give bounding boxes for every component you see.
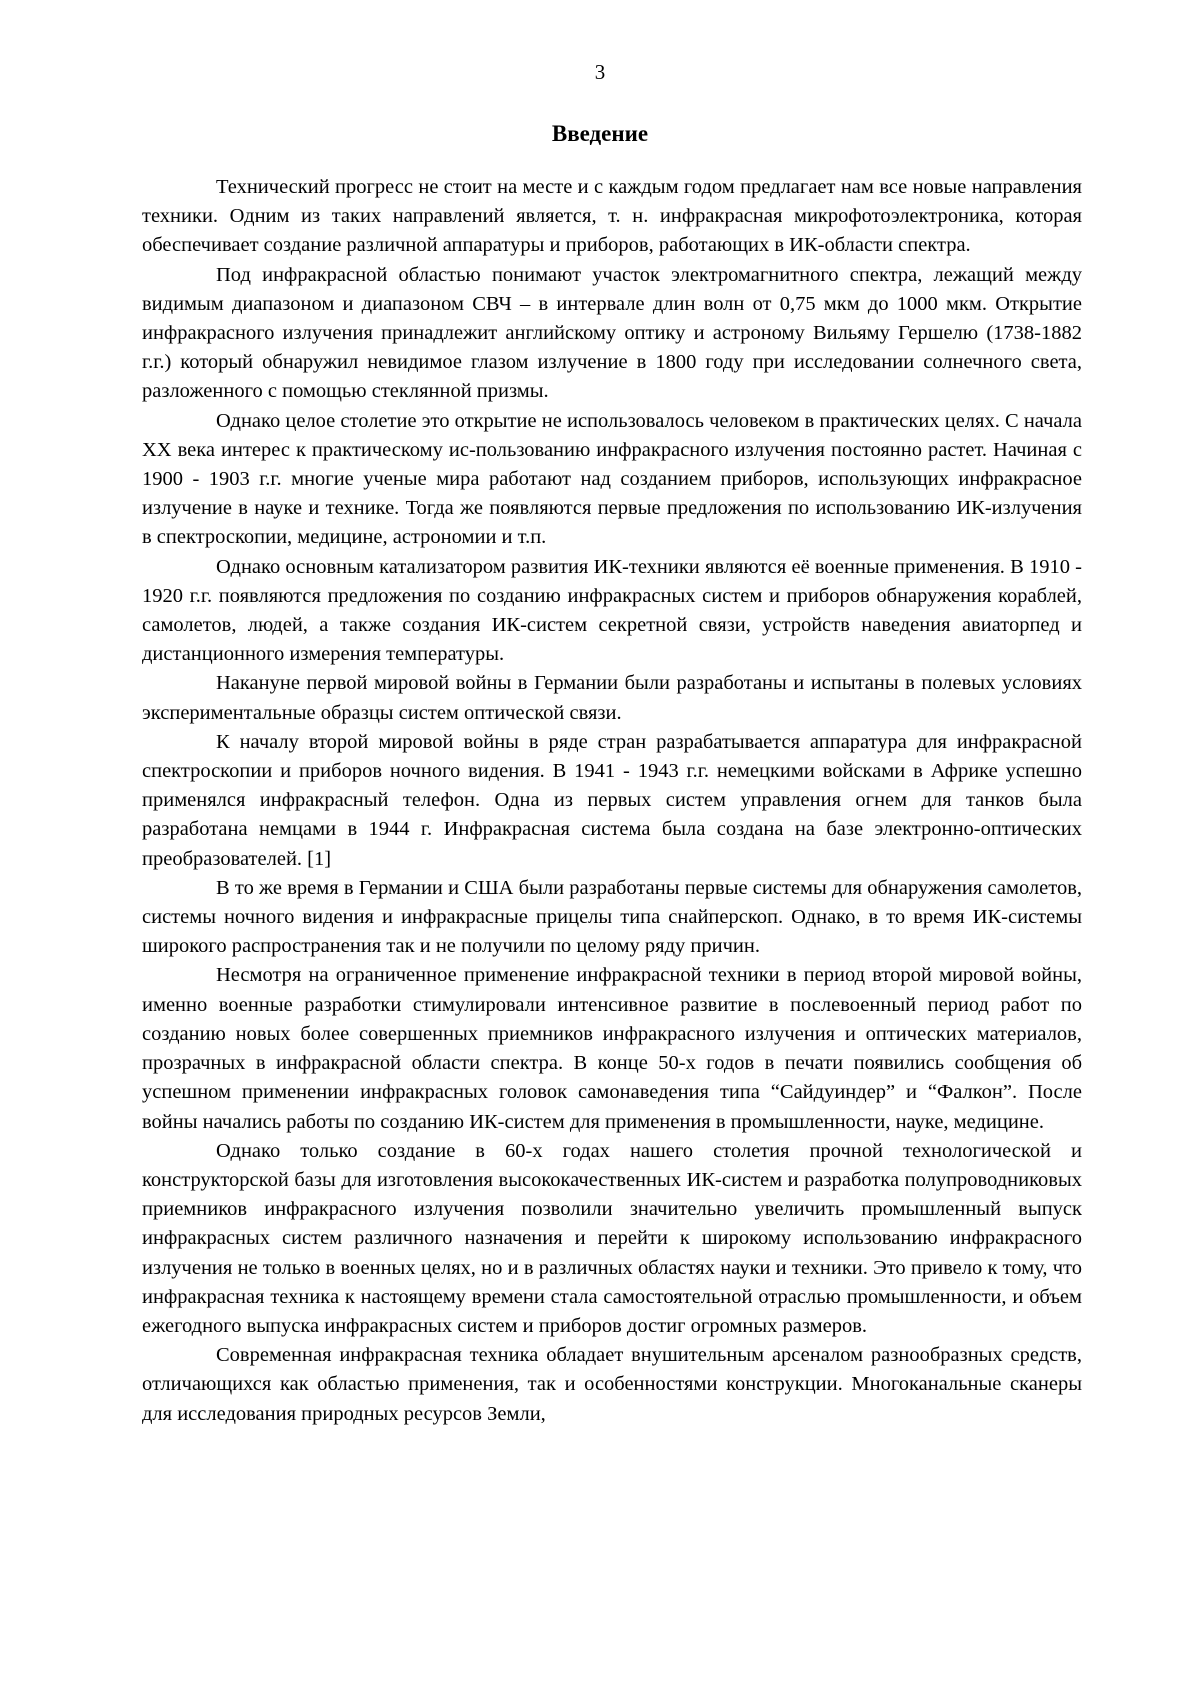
paragraph: К началу второй мировой войны в ряде стран разрабатывается аппаратура для инфракрасной спектроскопии и приборов ночного видения. В 1941 - 1943 г.г. немецкими войсками в Африке успешно применялся инфракрасный телефон. Одна из первых систем управления огнем для танков была разработана немцами в 1944 г. Инфракрасная система была создана на базе электронно-оптических преобразователей. [1] [142,730,1082,870]
paragraph: Однако только создание в 60-х годах нашего столетия прочной технологической и конструкторской базы для изготовления высококачественных ИК-систем и разработка полупроводниковых приемников инфракрасного излучения позволили значительно увеличить промышленный выпуск инфракрасных систем различного назначения и перейти к широкому использованию инфракрасного излучения не только в военных целях, но и в различных областях науки и техники. Это привело к тому, что инфракрасная техника к настоящему времени стала самостоятельной отраслью промышленности, и объем ежегодного выпуска инфракрасных систем и приборов достиг огромных размеров. [142,1139,1082,1337]
paragraph: В то же время в Германии и США были разработаны первые системы для обнаружения самолетов, системы ночного видения и инфракрасные прицелы типа снайперскоп. Однако, в то время ИК-системы широкого распространения так и не получили по целому ряду причин. [142,876,1082,958]
paragraph: Технический прогресс не стоит на месте и с каждым годом предлагает нам все новые направления техники. Одним из таких направлений является, т. н. инфракрасная микрофотоэлектроника, которая обеспечивает создание различной аппаратуры и приборов, работающих в ИК-области спектра. [142,176,1082,257]
paragraph: Несмотря на ограниченное применение инфракрасной техники в период второй мировой войны, именно военные разработки стимулировали интенсивное развитие в послевоенный период работ по созданию новых более совершенных приемников инфракрасного излучения и оптических материалов, прозрачных в инфракрасной области спектра. В конце 50-х годов в печати появились сообщения об успешном применении инфракрасных головок самонаведения типа “Сайдуиндер” и “Фалкон”. После войны начались работы по созданию ИК-систем для применения в промышленности, науке, медицине. [142,964,1082,1133]
page-number: 3 [594,60,606,84]
paragraph: Под инфракрасной областью понимают участок электромагнитного спектра, лежащий между видимым диапазоном и диапазоном СВЧ – в интервале длин волн от 0,75 мкм до 1000 мкм. Открытие инфракрасного излучения принадлежит английскому оптику и астроному Вильяму Гершелю (1738-1882 г.г.) который обнаружил невидимое глазом излучение в 1800 году при исследовании солнечного света, разложенного с помощью стеклянной призмы. [142,263,1082,403]
body-text [142,173,1082,1429]
paragraph: Накануне первой мировой войны в Германии были разработаны и испытаны в полевых условиях экспериментальные образцы систем оптической связи. [142,672,1082,724]
section-heading: Введение [551,121,649,146]
paragraph: Однако целое столетие это открытие не использовалось человеком в практических целях. С начала XX века интерес к практическому ис-пользованию инфракрасного излучения постоянно растет. Начиная с 1900 - 1903 г.г. многие ученые мира работают над созданием приборов, использующих инфракрасное излучение в науке и технике. Тогда же появляются первые предложения по использованию ИК-излучения в спектроскопии, медицине, астрономии и т.п. [142,409,1082,549]
paragraph: Современная инфракрасная техника обладает внушительным арсеналом разнообразных средств, отличающихся как областью применения, так и особенностями конструкции. Многоканальные сканеры для исследования природных ресурсов Земли, [142,1344,1082,1425]
paragraph: Однако основным катализатором развития ИК-техники являются её военные применения. В 1910 - 1920 г.г. появляются предложения по созданию инфракрасных систем и приборов обнаружения кораблей, самолетов, людей, а также создания ИК-систем секретной связи, устройств наведения авиаторпед и дистанционного измерения температуры. [142,555,1082,666]
